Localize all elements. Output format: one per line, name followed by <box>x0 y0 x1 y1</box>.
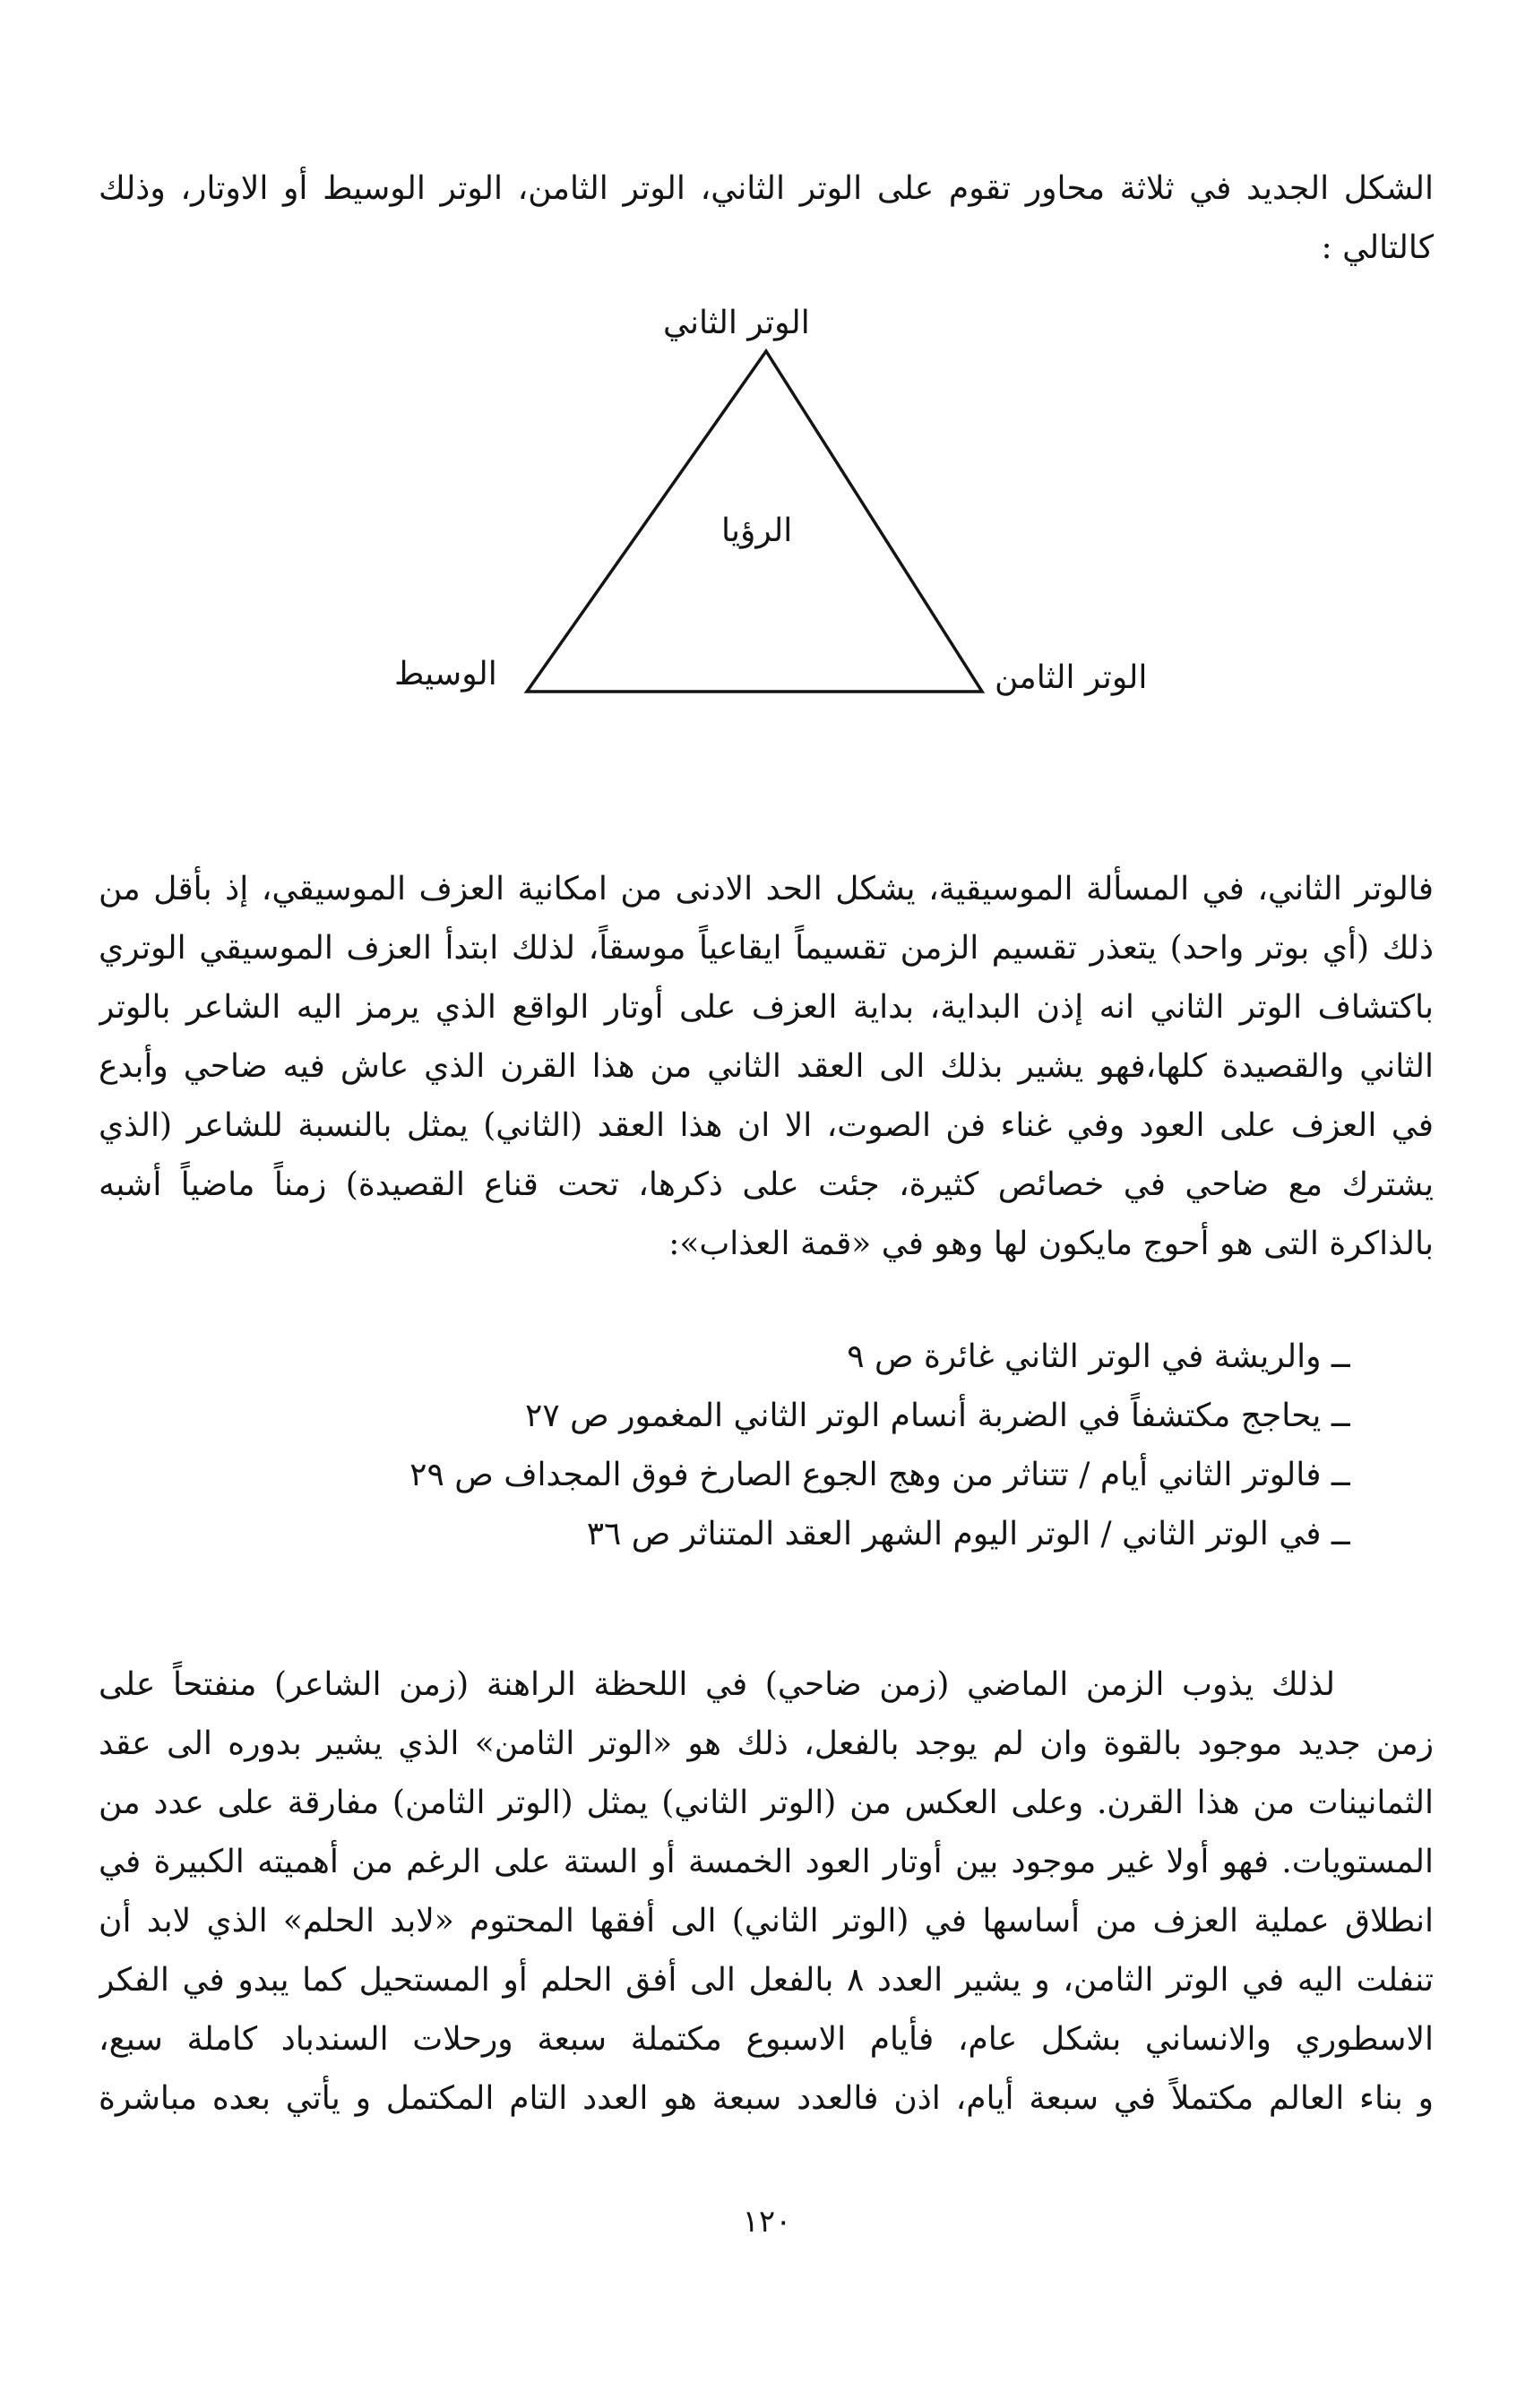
intro-line: الشكل الجديد في ثلاثة محاور تقوم على الوتر الثاني، الوتر الثامن، الوتر الوسيط أو الاوتار، وذلك <box>99 170 1434 207</box>
paragraph-2 <box>99 1656 1434 2128</box>
intro-line: كالتالي : <box>1321 229 1434 266</box>
quote-item: ــ في الوتر الثاني / الوتر اليوم الشهر العقد المتناثر ص ٣٦ <box>586 1516 1350 1552</box>
paragraph-line: و بناء العالم مكتملاً في سبعة أيام، اذن فالعدد سبعة هو العدد التام المكتمل و يأتي بعده مباشرة <box>99 2080 1434 2117</box>
paragraph-line: الثمانينات من هذا القرن. وعلى العكس من (الوتر الثاني) يمثل (الوتر الثامن) مفارقة على عدد من <box>99 1784 1434 1821</box>
paragraph-1 <box>99 860 1434 1274</box>
paragraph-line: بالذاكرة التى هو أحوج مايكون لها وهو في «قمة العذاب»: <box>668 1226 1434 1262</box>
paragraph-line: فالوتر الثاني، في المسألة الموسيقية، يشكل الحد الادنى من امكانية العزف الموسيقي، إذ بأقل من <box>99 871 1434 907</box>
diagram-label-top: الوتر الثاني <box>663 305 810 341</box>
quote-item: ــ والريشة في الوتر الثاني غائرة ص ٩ <box>847 1338 1350 1375</box>
diagram-label-right: الوتر الثامن <box>995 659 1148 696</box>
paragraph-line: ذلك (أي بوتر واحد) يتعذر تقسيم الزمن تقسيماً ايقاعياً موسقاً، لذلك ابتدأ العزف الموسيقي الوتري <box>99 930 1434 967</box>
paragraph-line: المستويات. فهو أولا غير موجود بين أوتار العود الخمسة أو الستة على الرغم من أهميته الكبيرة في <box>99 1844 1434 1880</box>
paragraph-line: يشترك مع ضاحي في خصائص كثيرة، جئت على ذكرها، تحت قناع القصيدة) زمناً ماضياً أشبه <box>99 1166 1434 1203</box>
page-number: ١٢٠ <box>742 2204 792 2240</box>
quote-item: ــ يحاجج مكتشفاً في الضربة أنسام الوتر الثاني المغمور ص ٢٧ <box>525 1398 1350 1434</box>
paragraph-line: لذلك يذوب الزمن الماضي (زمن ضاحي) في اللحظة الراهنة (زمن الشاعر) منفتحاً على <box>99 1666 1335 1703</box>
intro-paragraph <box>99 159 1434 278</box>
quote-item: ــ فالوتر الثاني أيام / تتناثر من وهج الجوع الصارخ فوق المجداف ص ٢٩ <box>409 1457 1350 1493</box>
paragraph-line: باكتشاف الوتر الثاني انه إذن البداية، بداية العزف على أوتار الواقع الذي يرمز اليه الشاعر بالوتر <box>99 989 1434 1026</box>
paragraph-line: في العزف على العود وفي غناء فن الصوت، الا ان هذا العقد (الثاني) يمثل بالنسبة للشاعر (الذي <box>99 1107 1434 1144</box>
triangle-diagram <box>394 305 1183 726</box>
paragraph-line: تنفلت اليه في الوتر الثامن، و يشير العدد ٨ بالفعل الى أفق الحلم أو المستحيل كما يبدو في الفكر <box>99 1962 1434 1999</box>
diagram-label-left: الوسيط <box>394 656 497 692</box>
diagram-label-center: الرؤيا <box>721 512 793 549</box>
paragraph-line: الاسطوري والانساني بشكل عام، فأيام الاسبوع مكتملة سبعة ورحلات السندباد كاملة سبع، <box>99 2021 1434 2058</box>
quotes-list <box>185 1328 1350 1564</box>
paragraph-line: الثاني والقصيدة كلها،فهو يشير بذلك الى العقد الثاني من هذا القرن الذي عاش فيه ضاحي وأبدع <box>99 1048 1434 1085</box>
paragraph-line: انطلاق عملية العزف من أساسها في (الوتر الثاني) الى أفقها المحتوم «لابد الحلم» الذي لابد أن <box>99 1903 1434 1939</box>
paragraph-line: زمن جديد موجود بالقوة وان لم يوجد بالفعل، ذلك هو «الوتر الثامن» الذي يشير بدوره الى عقد <box>99 1725 1434 1762</box>
